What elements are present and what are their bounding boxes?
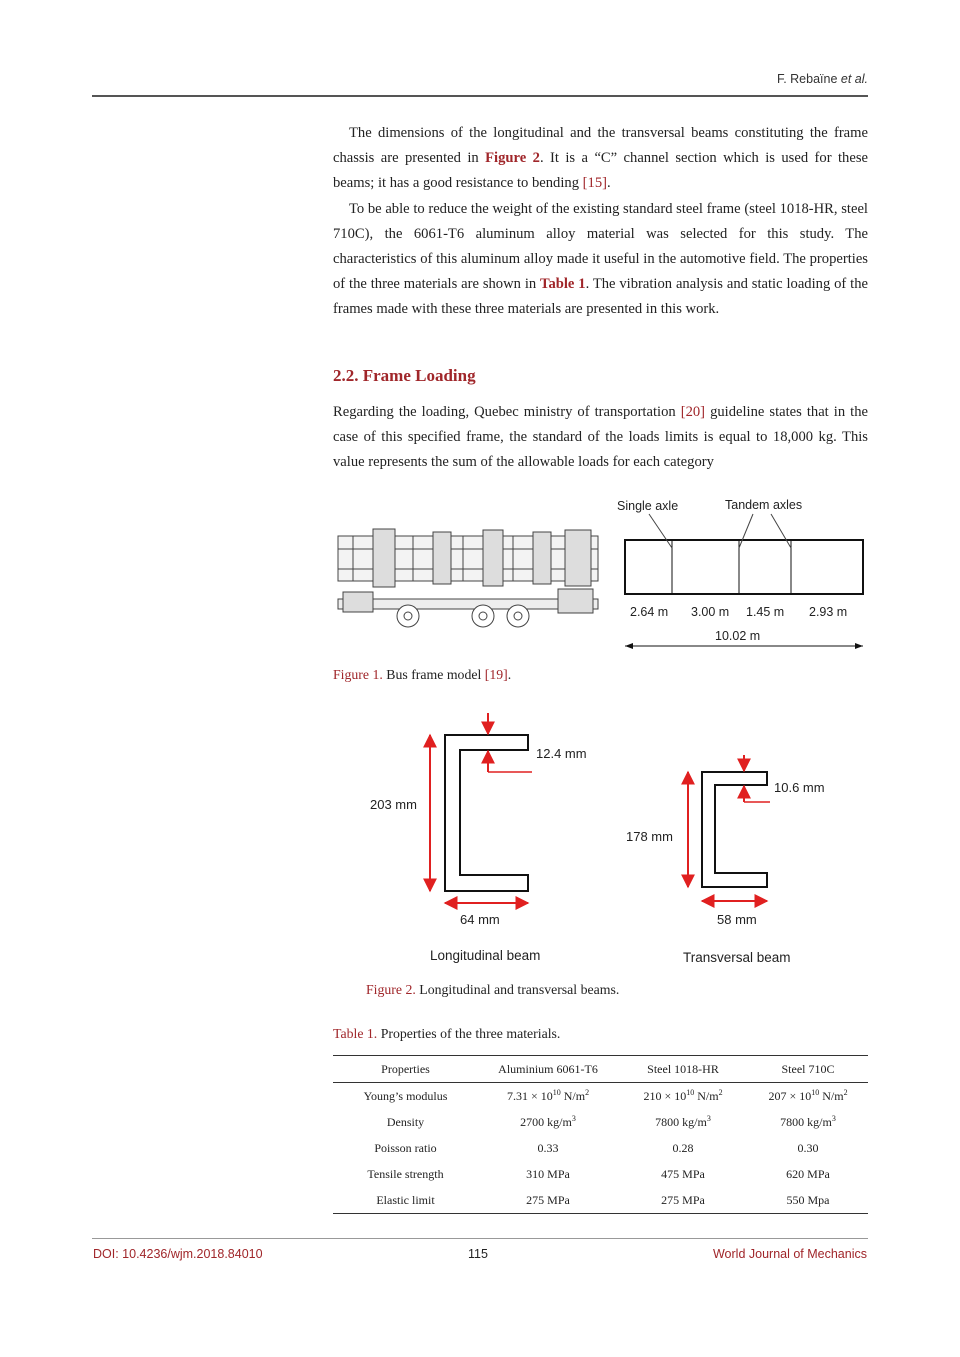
long-width-label: 64 mm bbox=[460, 912, 500, 927]
longitudinal-c-section bbox=[445, 735, 528, 891]
paragraph-1-text-b: . It is a “C” channel section which is used for these beams; it has a good resistance to bending bbox=[333, 150, 868, 192]
paragraph-3-text-b: guideline states that in the case of this specified frame, the standard of the loads limits is equal to 18,000 kg. This value represents the sum of the allowable loads for each category bbox=[333, 404, 868, 471]
table-row bbox=[333, 1187, 868, 1214]
table-header-cell: Steel 710C bbox=[781, 1061, 835, 1076]
table-1-label: Table 1. bbox=[333, 1026, 378, 1041]
table-cell: 620 MPa bbox=[786, 1166, 830, 1181]
table-cell: $210 \times 10^{10}$ $N/m^2$ bbox=[643, 1088, 723, 1103]
table-header-cell: Properties bbox=[381, 1061, 430, 1076]
running-header bbox=[777, 72, 868, 86]
table-header-cell: Aluminium 6061-T6 bbox=[498, 1061, 598, 1076]
paragraph-1 bbox=[333, 121, 868, 197]
paragraph-2 bbox=[333, 197, 868, 323]
figure-2-caption bbox=[366, 982, 619, 998]
bus-frame-side-view bbox=[338, 589, 598, 627]
table-cell: 7800 $kg/m^3$ bbox=[780, 1114, 836, 1129]
long-flange-label: 12.4 mm bbox=[536, 746, 587, 761]
table-cell: 275 MPa bbox=[526, 1192, 570, 1207]
longitudinal-beam-label: Longitudinal beam bbox=[430, 948, 541, 963]
table-cell: Poisson ratio bbox=[374, 1140, 437, 1155]
properties-table bbox=[333, 1055, 868, 1214]
table-1-link[interactable]: Table 1 bbox=[540, 276, 586, 293]
table-cell: 310 MPa bbox=[526, 1166, 570, 1181]
table-cell: $7.31 \times 10^{10}$ $N/m^2$ bbox=[506, 1088, 590, 1103]
table-cell: 0.33 bbox=[537, 1140, 559, 1155]
paragraph-2-text-a: To be able to reduce the weight of the existing standard steel frame (steel 1018-HR, steel 710C), the 6061-T6 aluminum alloy material was selected for this study. The characteristics of this aluminum alloy made it useful in the automotive field. The properties of the three materials are shown in bbox=[333, 200, 868, 293]
figure-1-caption-text: Bus frame model bbox=[382, 667, 485, 682]
frame-rectangle bbox=[625, 540, 863, 594]
body-text-top bbox=[333, 121, 868, 323]
table-cell: Elastic limit bbox=[376, 1192, 435, 1207]
table-cell: Tensile strength bbox=[367, 1166, 444, 1181]
single-axle-pointer bbox=[649, 514, 672, 548]
figure-1-graphic bbox=[333, 494, 868, 659]
citation-20-link[interactable]: [20] bbox=[680, 404, 706, 420]
table-cell: 7800 $kg/m^3$ bbox=[655, 1114, 711, 1129]
single-axle-label: Single axle bbox=[617, 499, 679, 513]
table-row bbox=[333, 1109, 868, 1135]
footer-journal[interactable]: World Journal of Mechanics bbox=[712, 1247, 867, 1261]
figure-1-caption bbox=[333, 667, 511, 683]
citation-19-link[interactable]: [19] bbox=[484, 667, 508, 682]
header-etal: et al. bbox=[840, 72, 868, 86]
citation-15-link[interactable]: [15] bbox=[582, 175, 607, 192]
trans-width-label: 58 mm bbox=[717, 912, 757, 927]
trans-flange-label: 10.6 mm bbox=[774, 780, 825, 795]
table-header-cell: Steel 1018-HR bbox=[647, 1061, 719, 1076]
total-length-label: 10.02 m bbox=[715, 629, 761, 643]
header-rule bbox=[92, 95, 868, 97]
figure-2-label: Figure 2. bbox=[366, 982, 416, 997]
long-height-label: 203 mm bbox=[370, 797, 417, 812]
table-cell: 275 MPa bbox=[661, 1192, 705, 1207]
table-1-caption bbox=[333, 1026, 560, 1042]
figure-1 bbox=[333, 494, 868, 659]
tandem-axles-label: Tandem axles bbox=[725, 498, 803, 512]
table-cell: 0.30 bbox=[797, 1140, 819, 1155]
transversal-c-section bbox=[702, 772, 767, 887]
figure-2-link[interactable]: Figure 2 bbox=[485, 150, 540, 167]
figure-2-caption-text: Longitudinal and transversal beams. bbox=[415, 982, 620, 997]
paragraph-3-text-a: Regarding the loading, Quebec ministry of transportation bbox=[333, 404, 681, 420]
dim-label-2: 3.00 m bbox=[691, 605, 730, 619]
section-title: 2.2. Frame Loading bbox=[333, 366, 476, 385]
figure-1-caption-end: . bbox=[507, 667, 512, 682]
figure-1-label: Figure 1. bbox=[333, 667, 383, 682]
table-row bbox=[333, 1161, 868, 1187]
page-number: 115 bbox=[468, 1247, 488, 1261]
table-body bbox=[333, 1083, 868, 1214]
dim-label-4: 2.93 m bbox=[809, 605, 848, 619]
table-1-caption-text: Properties of the three materials. bbox=[377, 1026, 561, 1041]
tandem-pointer-1 bbox=[739, 514, 753, 548]
table-1 bbox=[333, 1055, 868, 1214]
footer-doi[interactable]: DOI: 10.4236/wjm.2018.84010 bbox=[93, 1247, 263, 1261]
tandem-pointer-2 bbox=[771, 514, 791, 548]
table-row bbox=[333, 1083, 868, 1110]
table-row bbox=[333, 1135, 868, 1161]
table-cell: $207 \times 10^{10}$ $N/m^2$ bbox=[768, 1088, 848, 1103]
table-cell: 475 MPa bbox=[661, 1166, 705, 1181]
header-author: F. Rebaïne bbox=[776, 72, 838, 86]
bus-frame-top-view bbox=[338, 529, 598, 587]
paragraph-2-text-b: . The vibration analysis and static loading of the frames made with these three materials are presented in this work. bbox=[333, 276, 868, 318]
trans-height-label: 178 mm bbox=[626, 829, 673, 844]
body-text-section bbox=[333, 400, 868, 476]
table-cell: 550 Mpa bbox=[786, 1192, 830, 1207]
figure-2-graphic bbox=[360, 705, 840, 975]
figure-2 bbox=[360, 705, 840, 975]
dim-label-3: 1.45 m bbox=[746, 605, 785, 619]
table-cell: Density bbox=[386, 1114, 425, 1129]
table-cell: 0.28 bbox=[672, 1140, 694, 1155]
table-cell: 2700 $kg/m^3$ bbox=[520, 1114, 576, 1129]
transversal-beam-label: Transversal beam bbox=[683, 950, 791, 965]
paragraph-1-text-c: . bbox=[606, 175, 611, 192]
paragraph-3 bbox=[333, 400, 868, 476]
table-header-row bbox=[333, 1056, 868, 1083]
footer-rule bbox=[92, 1238, 868, 1239]
dim-label-1: 2.64 m bbox=[630, 605, 669, 619]
table-cell: Young’s modulus bbox=[363, 1088, 448, 1103]
paragraph-1-text-a: The dimensions of the longitudinal and the transversal beams constituting the frame chassis are presented in bbox=[333, 125, 868, 167]
